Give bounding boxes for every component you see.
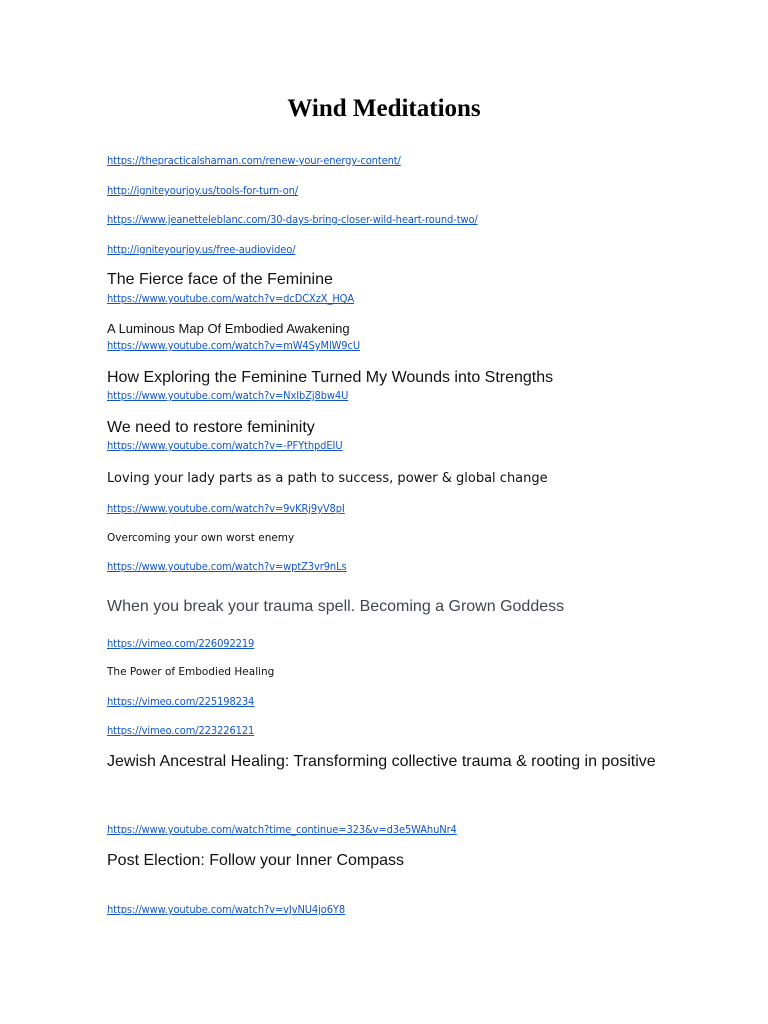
- document-title: Wind Meditations: [287, 95, 481, 122]
- heading-trauma-spell: When you break your trauma spell. Becoming a Grown Goddess: [107, 598, 565, 615]
- link-embodied-healing-vimeo-2[interactable]: https://vimeo.com/223226121: [107, 724, 255, 737]
- link-jewish-ancestral-healing-video[interactable]: https://www.youtube.com/watch?time_continue=323&v=d3e5WAhuNr4: [107, 823, 457, 836]
- heading-restore-femininity: We need to restore femininity: [107, 419, 315, 436]
- link-jeanette-leblanc[interactable]: https://www.jeanetteleblanc.com/30-days-bring-closer-wild-heart-round-two/: [107, 213, 478, 226]
- heading-luminous-map: A Luminous Map Of Embodied Awakening: [107, 321, 350, 336]
- link-restore-femininity-video[interactable]: https://www.youtube.com/watch?v=-PFYthpdEIU: [107, 439, 343, 452]
- link-embodied-healing-vimeo-1[interactable]: https://vimeo.com/225198234: [107, 695, 255, 708]
- heading-loving-lady-parts: Loving your lady parts as a path to success, power & global change: [107, 471, 548, 486]
- heading-worst-enemy: Overcoming your own worst enemy: [107, 532, 295, 544]
- link-post-election-video[interactable]: https://www.youtube.com/watch?v=vJvNU4jo6Y8: [107, 903, 346, 916]
- link-free-audiovideo[interactable]: http://igniteyourjoy.us/free-audiovideo/: [107, 243, 296, 256]
- link-trauma-spell-vimeo[interactable]: https://vimeo.com/226092219: [107, 637, 255, 650]
- heading-jewish-ancestral-healing: Jewish Ancestral Healing: Transforming collective trauma & rooting in positive: [107, 753, 656, 770]
- heading-embodied-healing: The Power of Embodied Healing: [107, 666, 275, 678]
- heading-fierce-face: The Fierce face of the Feminine: [107, 271, 333, 288]
- link-practical-shaman[interactable]: https://thepracticalshaman.com/renew-your-energy-content/: [107, 154, 401, 167]
- heading-post-election: Post Election: Follow your Inner Compass: [107, 852, 405, 869]
- link-worst-enemy-video[interactable]: https://www.youtube.com/watch?v=wptZ3vr9nLs: [107, 560, 347, 573]
- link-tools-for-turn-on[interactable]: http://igniteyourjoy.us/tools-for-turn-on/: [107, 184, 299, 197]
- link-loving-lady-parts-video[interactable]: https://www.youtube.com/watch?v=9vKRj9yV8pI: [107, 502, 345, 515]
- link-exploring-feminine-video[interactable]: https://www.youtube.com/watch?v=NxIbZj8bw4U: [107, 389, 349, 402]
- heading-exploring-feminine: How Exploring the Feminine Turned My Wounds into Strengths: [107, 369, 554, 386]
- link-luminous-map-video[interactable]: https://www.youtube.com/watch?v=mW4SyMlW9cU: [107, 339, 360, 352]
- link-fierce-face-video[interactable]: https://www.youtube.com/watch?v=dcDCXzX_HQA: [107, 292, 355, 305]
